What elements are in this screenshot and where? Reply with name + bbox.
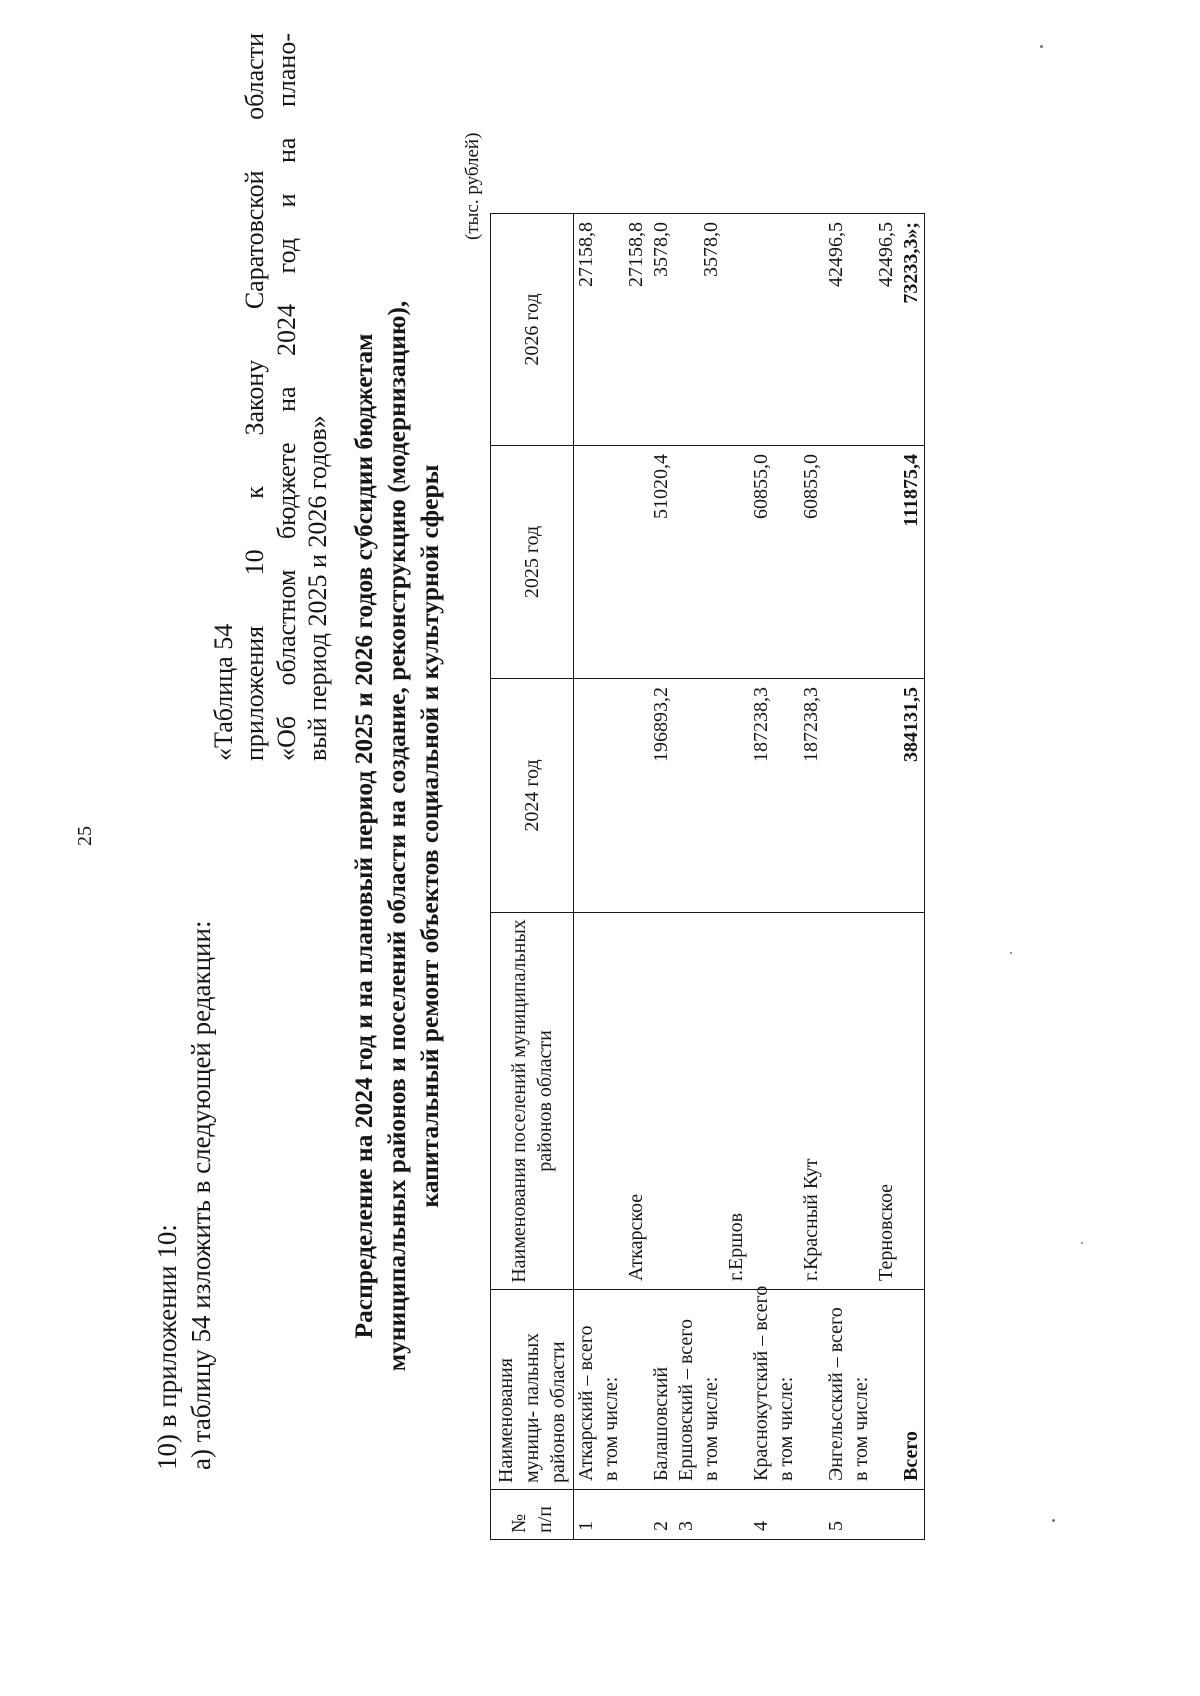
value-2026: 42496,5	[824, 214, 849, 446]
row-number	[799, 1490, 824, 1540]
header-district: Наименования муници- пальных районов области	[491, 1290, 574, 1490]
table-reference-line: вый период 2025 и 2026 годов»	[303, 415, 332, 761]
value-2025	[599, 446, 624, 679]
row-number: 3	[674, 1490, 699, 1540]
value-2024	[824, 679, 849, 913]
row-number: 2	[649, 1490, 674, 1540]
settlement-name	[824, 913, 849, 1290]
table-row	[574, 214, 600, 1540]
table-reference-label: «Таблица 54	[209, 623, 238, 761]
district-name: в том числе:	[599, 1290, 624, 1490]
table-body	[574, 214, 925, 1540]
value-2024: 187238,3	[749, 679, 774, 913]
value-2025	[774, 446, 799, 679]
district-name: Энгельсский – всего	[824, 1290, 849, 1490]
row-number	[849, 1490, 874, 1540]
value-2026: 3578,0	[699, 214, 724, 446]
value-2025	[674, 446, 699, 679]
value-2024	[674, 679, 699, 913]
value-2025: 51020,4	[649, 446, 674, 679]
value-2026: 27158,8	[624, 214, 649, 446]
value-2024	[699, 679, 724, 913]
intro-line: 10) в приложении 10:	[152, 1224, 182, 1470]
row-number	[899, 1490, 925, 1540]
table-reference-line: «Об областном бюджете на 2024 год и на плано-	[272, 33, 301, 761]
value-2026	[599, 214, 624, 446]
row-number	[624, 1490, 649, 1540]
value-2024	[574, 679, 600, 913]
district-name	[724, 1290, 749, 1490]
value-2025	[724, 446, 749, 679]
table-total-row	[899, 214, 925, 1540]
settlement-name: г.Ершов	[724, 913, 749, 1290]
value-2026: 73233,3»;	[899, 214, 925, 446]
value-2026: 27158,8	[574, 214, 600, 446]
row-number	[724, 1490, 749, 1540]
value-2025	[874, 446, 899, 679]
document-title: Распределение на 2024 год и на плановый период 2025 и 2026 годов субсидии бюджетам	[349, 333, 378, 1339]
value-2026	[849, 214, 874, 446]
value-2024	[849, 679, 874, 913]
table-row	[774, 214, 799, 1540]
header-settlement: Наименования поселений муниципальных районов области	[491, 913, 574, 1290]
table-row	[674, 214, 699, 1540]
table-row	[749, 214, 774, 1540]
value-2024	[599, 679, 624, 913]
table-row	[849, 214, 874, 1540]
settlement-name	[699, 913, 724, 1290]
settlement-name: Терновское	[874, 913, 899, 1290]
district-name	[799, 1290, 824, 1490]
settlement-name: г.Красный Кут	[799, 913, 824, 1290]
district-name: Всего	[899, 1290, 925, 1490]
settlement-name	[574, 913, 600, 1290]
table-row	[874, 214, 899, 1540]
district-name: в том числе:	[849, 1290, 874, 1490]
table-row	[699, 214, 724, 1540]
subsidy-distribution-table	[490, 213, 925, 1540]
district-name: Аткарский – всего	[574, 1290, 600, 1490]
table-row	[624, 214, 649, 1540]
value-2026	[774, 214, 799, 446]
value-2025	[849, 446, 874, 679]
settlement-name	[649, 913, 674, 1290]
district-name	[624, 1290, 649, 1490]
table-reference-line: приложения 10 к Закону Саратовской области	[240, 33, 269, 761]
settlement-name	[674, 913, 699, 1290]
value-2025: 60855,0	[749, 446, 774, 679]
value-2025	[624, 446, 649, 679]
document-title: капитальный ремонт объектов социальной и культурной сферы	[415, 464, 444, 1208]
row-number	[699, 1490, 724, 1540]
value-2024	[624, 679, 649, 913]
row-number: 4	[749, 1490, 774, 1540]
value-2026	[799, 214, 824, 446]
table-row	[824, 214, 849, 1540]
settlement-name	[599, 913, 624, 1290]
settlement-name	[899, 913, 925, 1290]
value-2025	[574, 446, 600, 679]
value-2024	[774, 679, 799, 913]
value-2026	[674, 214, 699, 446]
row-number: 5	[824, 1490, 849, 1540]
table-row	[799, 214, 824, 1540]
value-2026: 3578,0	[649, 214, 674, 446]
value-2025	[699, 446, 724, 679]
district-name: Балашовский	[649, 1290, 674, 1490]
settlement-name: Аткарское	[624, 913, 649, 1290]
value-2024	[724, 679, 749, 913]
row-number	[599, 1490, 624, 1540]
intro-line: а) таблицу 54 изложить в следующей редакции:	[186, 920, 216, 1470]
header-number: № п/п	[491, 1490, 574, 1540]
table-row	[599, 214, 624, 1540]
value-2026: 42496,5	[874, 214, 899, 446]
district-name	[874, 1290, 899, 1490]
header-2026: 2026 год	[491, 214, 574, 446]
table-row	[649, 214, 674, 1540]
row-number: 1	[574, 1490, 600, 1540]
district-name: Краснокутский – всего	[749, 1290, 774, 1490]
document-title: муниципальных районов и поселений области на создание, реконструкцию (модернизацию),	[382, 300, 411, 1372]
value-2026	[724, 214, 749, 446]
value-2024: 384131,5	[899, 679, 925, 913]
table-header-row	[491, 214, 574, 1540]
settlement-name	[749, 913, 774, 1290]
header-2024: 2024 год	[491, 679, 574, 913]
value-2025: 60855,0	[799, 446, 824, 679]
district-name: в том числе:	[774, 1290, 799, 1490]
value-2025	[824, 446, 849, 679]
district-name: Ершовский – всего	[674, 1290, 699, 1490]
value-2024: 187238,3	[799, 679, 824, 913]
units-label: (тыс. рублей)	[462, 132, 483, 240]
settlement-name	[774, 913, 799, 1290]
table-row	[724, 214, 749, 1540]
district-name: в том числе:	[699, 1290, 724, 1490]
page-number: 25	[74, 826, 96, 846]
value-2026	[749, 214, 774, 446]
value-2025: 111875,4	[899, 446, 925, 679]
value-2024: 196893,2	[649, 679, 674, 913]
settlement-name	[849, 913, 874, 1290]
value-2024	[874, 679, 899, 913]
row-number	[774, 1490, 799, 1540]
header-2025: 2025 год	[491, 446, 574, 679]
row-number	[874, 1490, 899, 1540]
